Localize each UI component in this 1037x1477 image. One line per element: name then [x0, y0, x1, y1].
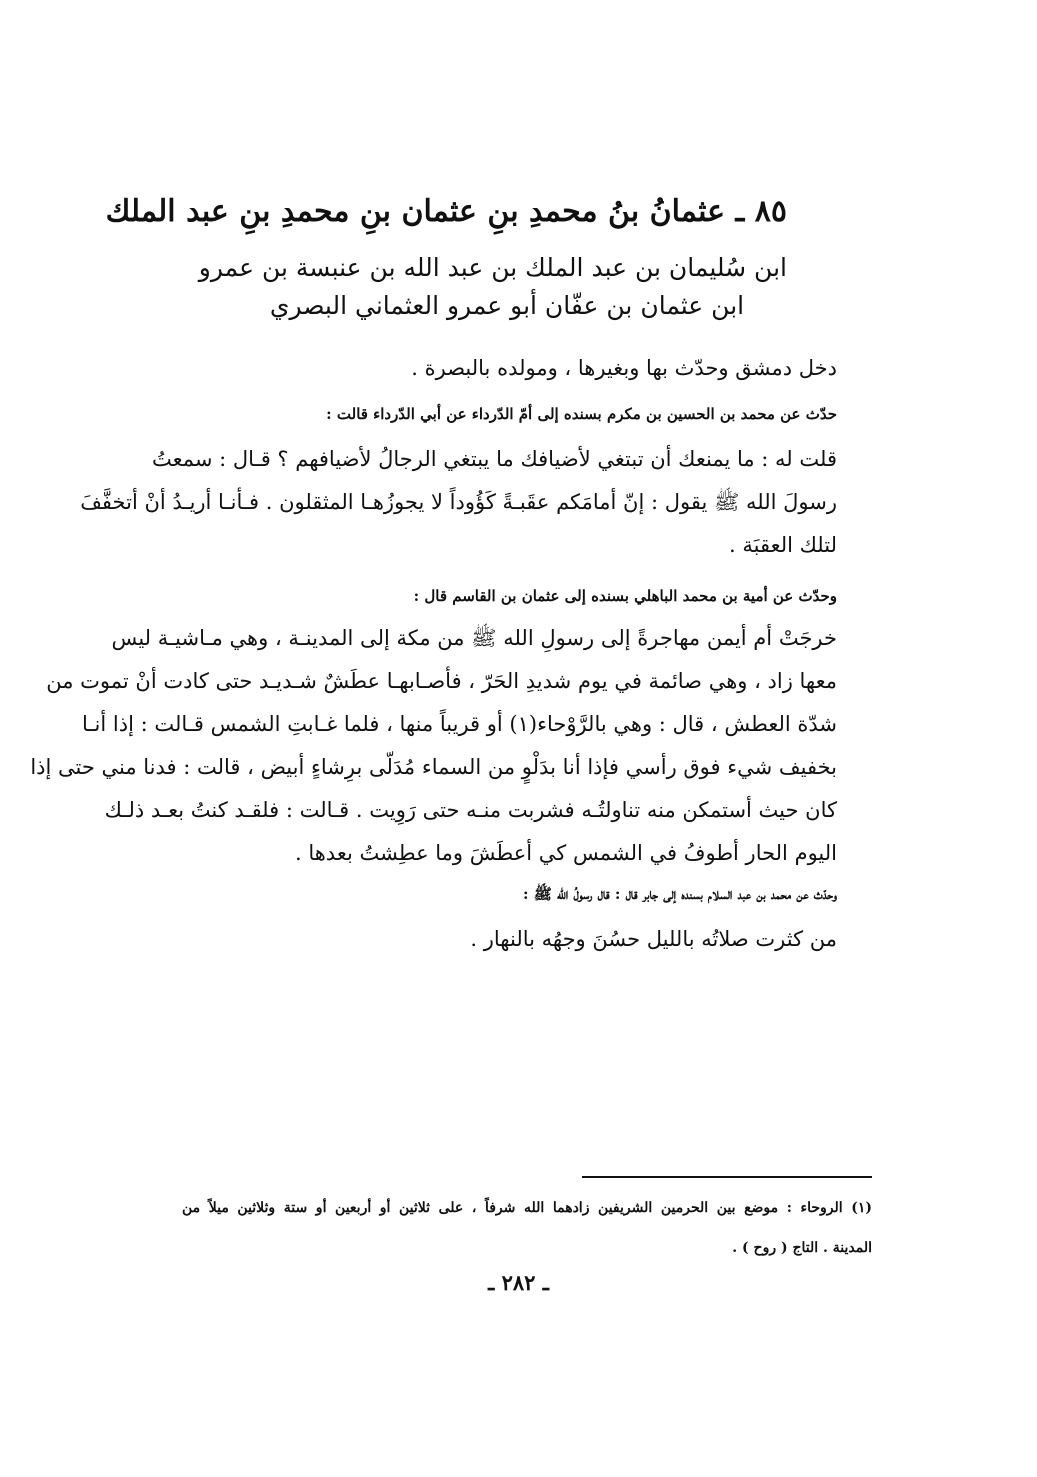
paragraph-line: من كثرت صلاتُه بالليل حسُنَ وجهُه بالنهار .: [470, 927, 837, 951]
narration-paragraph-1: [80, 438, 837, 567]
chain-of-narration-2: وحدّث عن أمية بن محمد الباهلي بسنده إلى عثمان بن القاسم قال :: [413, 587, 837, 605]
paragraph-line: معها زاد ، وهي صائمة في يوم شديدِ الحَرّ ، فأصـابهـا عطَشٌ شـديـد حتى كادت أنْ تموت من: [46, 669, 837, 693]
footnote: [182, 1188, 872, 1268]
entry-title: ٨٥ ـ عثمانُ بنُ محمدِ بنِ عثمان بنِ محمدِ بنِ عبد الملك: [105, 194, 787, 229]
paragraph-line: خرجَتْ أم أيمن مهاجرةً إلى رسولِ الله ﷺ من مكة إلى المدينـة ، وهي مـاشيـة ليس: [111, 626, 837, 650]
paragraph-line: شدّة العطش ، قال : وهي بالرَّوْحاء(١) أو قريباً منها ، فلما غـابتِ الشمس قـالت : إذا أنـا: [82, 712, 837, 736]
chain-of-narration-1: حدّث عن محمد بن الحسين بن مكرم بسنده إلى أمّ الدّرداء عن أبي الدّرداء قالت :: [326, 405, 837, 423]
paragraph-line: كان حيث أستمكن منه تناولتُـه فشربت منـه حتى رَوِيت . قـالت : فلقـد كنتُ بعـد ذلـك: [104, 798, 837, 822]
narration-paragraph-3: [167, 918, 837, 961]
paragraph-line: رسولَ الله ﷺ يقول : إنّ أمامَكم عقَبـةً كَؤُوداً لا يجوزُهـا المثقلون . فـأنـا أريـدُ أنْ أتخفَّفَ: [80, 490, 837, 514]
paragraph-line: لتلك العقبَة .: [729, 533, 837, 557]
footnote-divider: [582, 1176, 872, 1178]
footnote-line: المدينة . التاج ( روح ) .: [732, 1240, 872, 1256]
entry-lineage-line-1: ابن سُليمان بن عبد الملك بن عبد الله بن عنبسة بن عمرو: [198, 253, 787, 282]
page-number: ـ ٢٨٢ ـ: [488, 1270, 549, 1295]
paragraph-line: قلت له : ما يمنعك أن تبتغي لأضيافك ما يبتغي الرجالُ لأضيافهم ؟ قـال : سمعتُ: [151, 447, 837, 471]
chain-of-narration-3: وحدّث عن محمد بن عبد السلام بسنده إلى جابر قال : قال رسولُ الله ﷺ :: [522, 885, 837, 903]
footnote-line: (١) الروحاء : موضع بين الحرمين الشريفين زادهما الله شرفاً ، على ثلاثين أو أربعين أو ستة وثلاثين ميلاً من: [182, 1200, 872, 1216]
entry-lineage-line-2: ابن عثمان بن عفّان أبو عمرو العثماني البصري: [269, 291, 745, 320]
intro-paragraph: دخل دمشق وحدّث بها وبغيرها ، ومولده بالبصرة .: [411, 356, 837, 380]
narration-paragraph-2: [30, 617, 837, 875]
paragraph-line: اليوم الحار أطوفُ في الشمس كي أعطَشَ وما عطِشتُ بعدها .: [294, 841, 837, 865]
paragraph-line: بخفيف شيء فوق رأسي فإذا أنا بدَلْوٍ من السماء مُدَلّى برِشاءٍ أبيض ، قالت : فدنا مني حتى إذا: [30, 755, 837, 779]
